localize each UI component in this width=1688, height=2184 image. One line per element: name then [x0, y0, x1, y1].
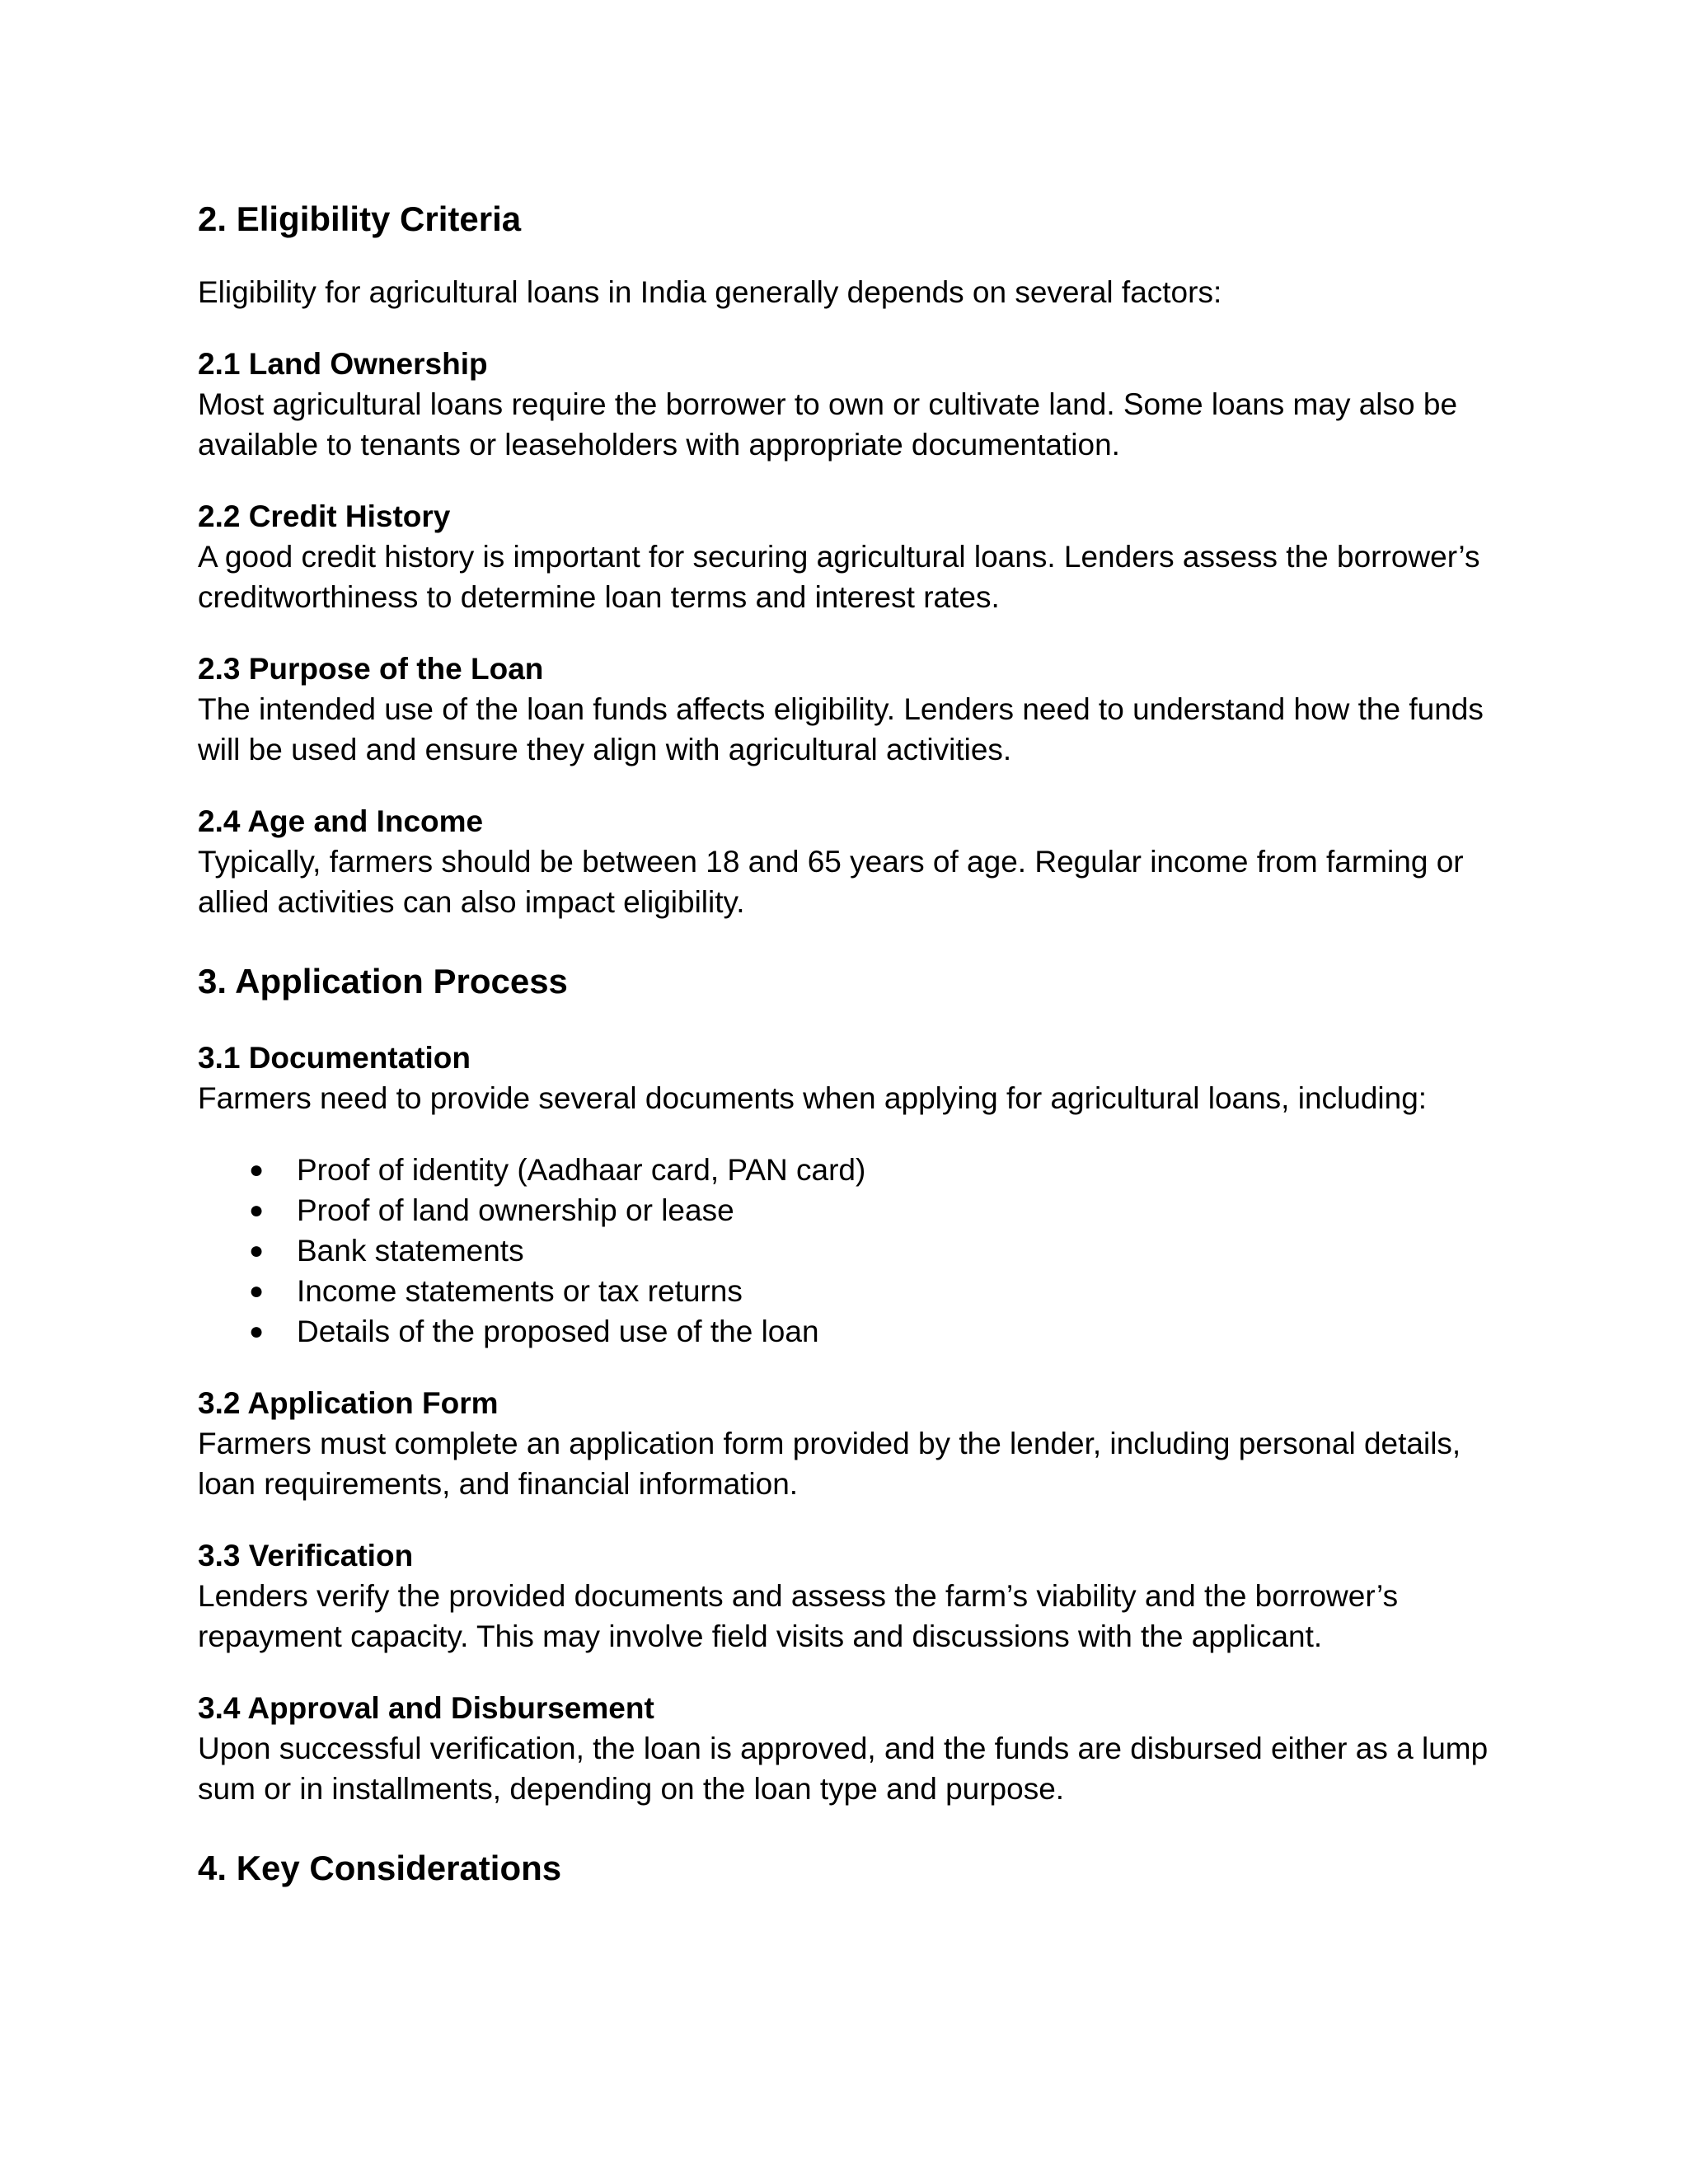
subsection-heading: 3.1 Documentation — [198, 1041, 471, 1075]
section-key-considerations — [198, 1844, 1517, 1893]
subsection-body: Farmers need to provide several documents when applying for agricultural loans, including: — [198, 1081, 1428, 1115]
section-heading: 4. Key Considerations — [198, 1849, 562, 1887]
list-item-text: Proof of identity (Aadhaar card, PAN card) — [297, 1153, 866, 1187]
subsection-heading: 2.2 Credit History — [198, 499, 451, 533]
document-content — [198, 194, 1517, 1893]
list-item — [198, 1150, 1517, 1190]
list-item-text: Income statements or tax returns — [297, 1274, 743, 1308]
subsection-body: Typically, farmers should be between 18 and 65 years of age. Regular income from farming or allied activities can also impact eligibility. — [198, 845, 1464, 919]
section-eligibility-criteria — [198, 194, 1517, 922]
list-item — [198, 1190, 1517, 1230]
subsection-heading: 2.3 Purpose of the Loan — [198, 652, 544, 686]
list-item — [198, 1311, 1517, 1352]
subsection-body: Farmers must complete an application form provided by the lender, including personal details, loan requirements, and financial information. — [198, 1427, 1461, 1501]
subsection-heading: 2.1 Land Ownership — [198, 347, 488, 381]
subsection-heading: 3.2 Application Form — [198, 1386, 499, 1420]
bullet-icon: ● — [249, 1197, 265, 1224]
section-heading: 3. Application Process — [198, 962, 568, 1001]
subsection-body: The intended use of the loan funds affects eligibility. Lenders need to understand how the funds will be used and ensure they align with agricultural activities. — [198, 692, 1484, 766]
subsection-age-and-income — [198, 801, 1517, 922]
list-item — [198, 1230, 1517, 1271]
subsection-land-ownership — [198, 344, 1517, 465]
list-item-text: Bank statements — [297, 1234, 524, 1268]
subsection-heading: 3.4 Approval and Disbursement — [198, 1691, 654, 1725]
subsection-purpose-of-loan — [198, 649, 1517, 770]
subsection-verification — [198, 1535, 1517, 1657]
subsection-body: Lenders verify the provided documents and assess the farm’s viability and the borrower’s repayment capacity. This may involve field visits and discussions with the applicant. — [198, 1579, 1399, 1653]
subsection-heading: 2.4 Age and Income — [198, 804, 484, 838]
section-application-process — [198, 957, 1517, 1809]
subsection-heading: 3.3 Verification — [198, 1539, 414, 1572]
bullet-icon: ● — [249, 1156, 265, 1183]
section-heading: 2. Eligibility Criteria — [198, 199, 522, 238]
subsection-application-form — [198, 1383, 1517, 1504]
list-item-text: Details of the proposed use of the loan — [297, 1315, 819, 1348]
subsection-credit-history — [198, 496, 1517, 617]
subsection-body: A good credit history is important for securing agricultural loans. Lenders assess the borrower’s creditworthiness to determine loan terms and interest rates. — [198, 540, 1480, 614]
documents-list — [198, 1150, 1517, 1352]
bullet-icon: ● — [249, 1277, 265, 1305]
list-item-text: Proof of land ownership or lease — [297, 1193, 734, 1227]
subsection-body: Most agricultural loans require the borrower to own or cultivate land. Some loans may also be available to tenants or leaseholders with appropriate documentation. — [198, 387, 1458, 462]
bullet-icon: ● — [249, 1318, 265, 1345]
list-item — [198, 1271, 1517, 1311]
bullet-icon: ● — [249, 1237, 265, 1264]
subsection-documentation — [198, 1038, 1517, 1352]
subsection-approval-disbursement — [198, 1688, 1517, 1809]
section-intro: Eligibility for agricultural loans in India generally depends on several factors: — [198, 275, 1222, 309]
subsection-body: Upon successful verification, the loan is approved, and the funds are disbursed either as a lump sum or in installments, depending on the loan type and purpose. — [198, 1732, 1489, 1806]
